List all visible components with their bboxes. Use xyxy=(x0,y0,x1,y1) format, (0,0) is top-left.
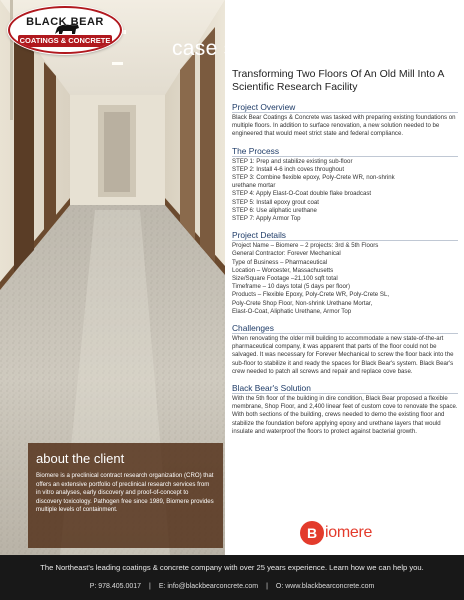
case-study-content xyxy=(232,68,458,436)
about-client-box xyxy=(28,443,223,548)
details-line: Type of Business – Pharmaceutical xyxy=(232,258,328,266)
process-step: STEP 6: Use aliphatic urethane xyxy=(232,206,317,214)
page-title: Transforming Two Floors Of An Old Mill Into A Scientific Research Facility xyxy=(232,68,444,93)
details-line: Location – Worcester, Massachusetts xyxy=(232,266,334,274)
details-line: Products – Flexible Epoxy, Poly-Crete WR, Poly-Crete SL, xyxy=(232,291,390,299)
about-client-text: Biomere is a preclinical contract research organization (CRO) that offers an extensive portfolio of preclinical research services from in vitro analyses, early discovery and proof-of-concept to discovery toxicology. Pathogen free since 1989, Biomere provides multiple levels of containment. xyxy=(36,472,214,514)
process-step: STEP 1: Prep and stabilize existing sub-floor xyxy=(232,157,353,165)
separator: | xyxy=(266,583,268,590)
process-step: STEP 2: Install 4-6 inch coves throughout xyxy=(232,165,345,173)
email-link[interactable]: E: info@blackbearconcrete.com xyxy=(158,583,259,590)
details-line: General Contractor: Forever Mechanical xyxy=(232,250,341,258)
biomere-mark: B xyxy=(300,521,324,545)
details-line: Project Name – Biomere – 2 projects: 3rd & 5th Floors xyxy=(232,242,379,250)
phone-number[interactable]: P: 978.405.0017 xyxy=(89,583,142,590)
footer-contact xyxy=(0,572,464,590)
challenges-heading: Challenges xyxy=(232,323,458,334)
case-study-heading: case study xyxy=(172,37,276,60)
biomere-wordmark: iomere xyxy=(325,524,373,541)
about-client-title: about the client xyxy=(36,451,125,466)
details-list xyxy=(232,242,458,316)
process-step: STEP 4: Apply Elast-O-Coat double flake broadcast xyxy=(232,190,372,198)
overview-heading: Project Overview xyxy=(232,102,458,113)
details-line: Elast-O-Coat, Aliphatic Urethane, Armor Top xyxy=(232,307,352,315)
process-step: STEP 5: Install epoxy grout coat xyxy=(232,198,319,206)
challenges-text: When renovating the older mill building to accommodate a new state-of-the-art pharmaceutical company, it was apparent that parts of the floor could not be salvaged. It was necessary for Forever Mechanical to screw the floor back into the sub-floor to stabilize it and ready the spaces for Black Bear's system. Black Bear's crew needed to patch all screws and repair and replace cove base. xyxy=(232,335,454,375)
solution-heading: Black Bear's Solution xyxy=(232,383,458,394)
separator: | xyxy=(149,583,151,590)
process-step: urethane mortar xyxy=(232,182,276,190)
black-bear-logo[interactable] xyxy=(8,6,122,54)
footer-bar xyxy=(0,555,464,600)
details-line: Poly-Crete Shop Floor, Non-shrink Urethane Mortar, xyxy=(232,299,373,307)
biomere-logo[interactable] xyxy=(300,520,372,546)
process-step: STEP 7: Apply Armor Top xyxy=(232,215,301,223)
logo-brand-text: BLACK BEAR xyxy=(26,16,104,28)
process-step: STEP 3: Combine flexible epoxy, Poly-Crete WR, non-shrink xyxy=(232,174,395,182)
solution-text: With the 5th floor of the building in dire condition, Black Bear proposed a flexible membrane, Shop Floor, and 2,400 linear feet of custom cove to renovate the space. With both sections of the building, crews needed to demo the existing floor and stabilize the foundation before applying epoxy and urethane layers that would insulate and waterproof the floors to protect against bacterial growth. xyxy=(232,395,458,435)
website-link[interactable]: O: www.blackbearconcrete.com xyxy=(275,583,375,590)
process-heading: The Process xyxy=(232,146,458,157)
details-line: Size/Square Footage –21,100 sqft total xyxy=(232,275,338,283)
details-line: Timeframe – 10 days total (5 days per floor) xyxy=(232,283,350,291)
details-heading: Project Details xyxy=(232,230,458,241)
logo-ribbon: COATINGS & CONCRETE xyxy=(19,36,111,45)
overview-text: Black Bear Coatings & Concrete was tasked with preparing existing foundations on multiple floors. In addition to surface renovation, a new solution needed to be engineered that would meet strict state and federal compliance. xyxy=(232,114,456,138)
footer-tagline: The Northeast's leading coatings & concrete company with over 25 years experience. Learn how we can help you. xyxy=(40,563,424,572)
process-steps xyxy=(232,158,458,224)
